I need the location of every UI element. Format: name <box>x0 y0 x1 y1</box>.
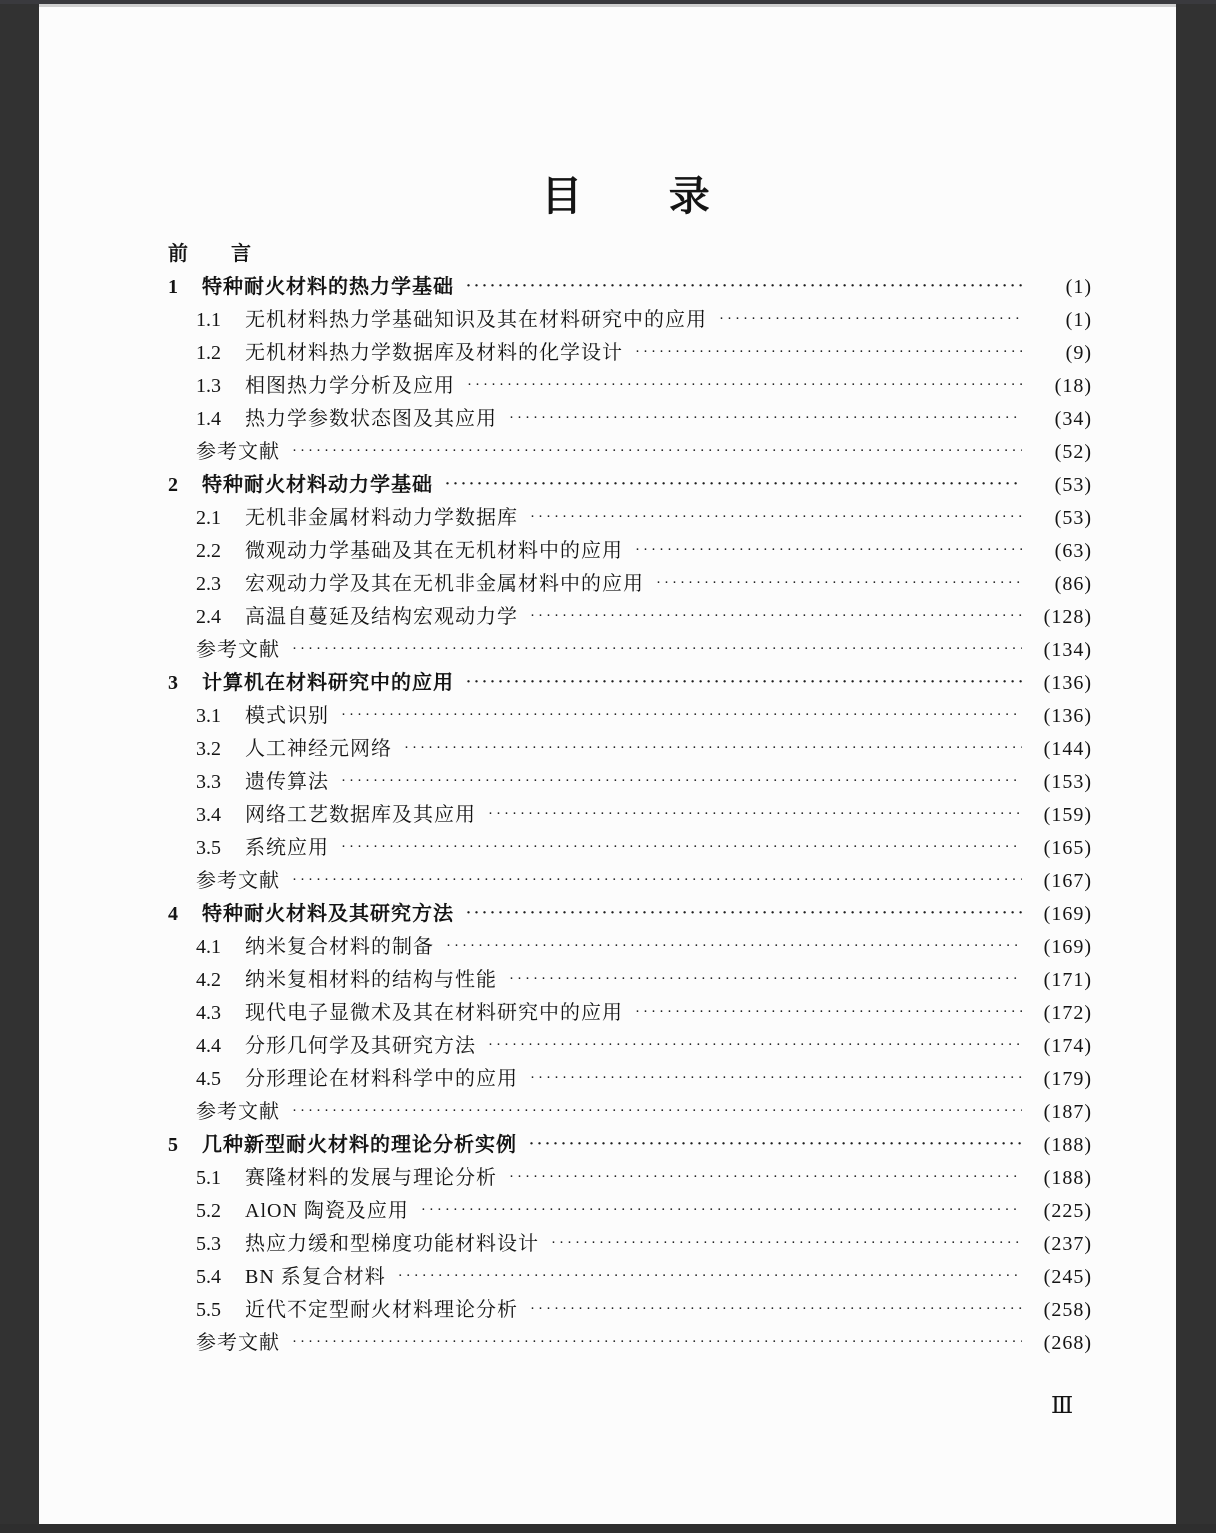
toc-leader-dots <box>509 964 1022 997</box>
toc-entry-page: (169) <box>1043 903 1092 925</box>
toc-leader-dots <box>341 766 1022 799</box>
toc-leader-dots <box>341 832 1022 865</box>
toc-entry-number: 4.4 <box>196 1035 221 1057</box>
toc-entry <box>39 403 1176 436</box>
toc-leader-dots <box>509 1162 1022 1195</box>
toc-entry-number: 2.4 <box>196 606 221 628</box>
toc-leader-dots <box>292 865 1022 898</box>
toc-entry <box>39 733 1176 766</box>
toc-entry-title: 纳米复相材料的结构与性能 <box>245 969 497 991</box>
toc-entry-title: 热力学参数状态图及其应用 <box>245 408 497 430</box>
toc-entry-number: 1.1 <box>196 309 221 331</box>
toc-entry-title: 无机材料热力学基础知识及其在材料研究中的应用 <box>245 309 707 331</box>
toc-entry-number: 5.5 <box>196 1299 221 1321</box>
toc-leader-dots <box>421 1195 1022 1228</box>
toc-entry-number: 3.2 <box>196 738 221 760</box>
toc-entry-title: 无机非金属材料动力学数据库 <box>245 507 518 529</box>
toc-entry-number: 3.1 <box>196 705 221 727</box>
toc-entry-page: (136) <box>1043 705 1092 727</box>
toc-entry-title: BN 系复合材料 <box>245 1266 386 1288</box>
toc-entry <box>39 1162 1176 1195</box>
toc-entry-number: 3 <box>168 672 178 694</box>
toc-entry <box>39 535 1176 568</box>
toc-entry <box>39 766 1176 799</box>
toc-leader-dots <box>530 1294 1022 1327</box>
toc-entry-page: (159) <box>1043 804 1092 826</box>
toc-entry-page: (174) <box>1043 1035 1092 1057</box>
toc-entry-title: 参考文献 <box>196 1101 280 1123</box>
toc-entry <box>39 304 1176 337</box>
toc-entry-title: 分形理论在材料科学中的应用 <box>245 1068 518 1090</box>
toc-entry-title: 特种耐火材料动力学基础 <box>202 474 433 496</box>
toc-entry-page: (268) <box>1043 1332 1092 1354</box>
toc-entry-number: 1 <box>168 276 178 298</box>
toc-entry-title: 相图热力学分析及应用 <box>245 375 455 397</box>
toc-entry <box>39 865 1176 898</box>
toc-leader-dots <box>467 370 1022 403</box>
toc-leader-dots <box>292 634 1022 667</box>
toc-entry-number: 5 <box>168 1134 178 1156</box>
toc-entry-title: 高温自蔓延及结构宏观动力学 <box>245 606 518 628</box>
toc-entry <box>39 1096 1176 1129</box>
toc-entry-title: 几种新型耐火材料的理论分析实例 <box>202 1134 517 1156</box>
toc-entry-number: 2.3 <box>196 573 221 595</box>
toc-entry-page: (187) <box>1043 1101 1092 1123</box>
toc-entry-page: (225) <box>1043 1200 1092 1222</box>
toc-entry-title: 现代电子显微术及其在材料研究中的应用 <box>245 1002 623 1024</box>
toc-entry-page: (53) <box>1054 474 1092 496</box>
toc-entry-page: (134) <box>1043 639 1092 661</box>
toc-entry-page: (188) <box>1043 1167 1092 1189</box>
toc-entry-page: (63) <box>1054 540 1092 562</box>
preface-heading: 前 言 <box>168 243 252 265</box>
toc-entry <box>39 997 1176 1030</box>
toc-entry-number: 4 <box>168 903 178 925</box>
toc-entry <box>39 1063 1176 1096</box>
toc-entry-number: 3.3 <box>196 771 221 793</box>
toc-entry-page: (179) <box>1043 1068 1092 1090</box>
toc-entry-page: (9) <box>1065 342 1092 364</box>
page-number: Ⅲ <box>1051 1393 1075 1418</box>
toc-entry-title: 微观动力学基础及其在无机材料中的应用 <box>245 540 623 562</box>
toc-leader-dots <box>292 436 1022 469</box>
toc-entry-title: 模式识别 <box>245 705 329 727</box>
toc-entry-title: AlON 陶瓷及应用 <box>245 1200 409 1222</box>
toc-leader-dots <box>404 733 1022 766</box>
toc-entry <box>39 568 1176 601</box>
toc-entry-title: 宏观动力学及其在无机非金属材料中的应用 <box>245 573 644 595</box>
toc-entry-title: 参考文献 <box>196 1332 280 1354</box>
toc-leader-dots <box>719 304 1022 337</box>
toc-entry-title: 近代不定型耐火材料理论分析 <box>245 1299 518 1321</box>
toc-list <box>39 238 1176 1360</box>
toc-entry-title: 网络工艺数据库及其应用 <box>245 804 476 826</box>
toc-entry <box>39 1228 1176 1261</box>
toc-entry-page: (171) <box>1043 969 1092 991</box>
toc-entry-page: (18) <box>1054 375 1092 397</box>
toc-entry <box>39 469 1176 502</box>
toc-leader-dots <box>488 799 1022 832</box>
toc-entry <box>39 898 1176 931</box>
toc-leader-dots <box>635 997 1022 1030</box>
toc-entry-page: (1) <box>1065 309 1092 331</box>
toc-leader-dots <box>530 502 1022 535</box>
toc-entry <box>39 271 1176 304</box>
toc-entry-title: 计算机在材料研究中的应用 <box>202 672 454 694</box>
toc-entry-number: 1.2 <box>196 342 221 364</box>
scan-border-right <box>1176 0 1216 1533</box>
toc-entry-page: (245) <box>1043 1266 1092 1288</box>
toc-entry <box>39 799 1176 832</box>
toc-entry-title: 遗传算法 <box>245 771 329 793</box>
toc-entry <box>39 502 1176 535</box>
toc-entry <box>39 1327 1176 1360</box>
toc-entry-number: 3.5 <box>196 837 221 859</box>
toc-entry <box>39 1261 1176 1294</box>
toc-entry-page: (144) <box>1043 738 1092 760</box>
page-title: 目 录 <box>541 173 712 219</box>
toc-leader-dots <box>656 568 1022 601</box>
toc-entry <box>39 337 1176 370</box>
toc-entry <box>39 931 1176 964</box>
toc-entry <box>39 700 1176 733</box>
toc-entry-title: 特种耐火材料的热力学基础 <box>202 276 454 298</box>
toc-entry-page: (172) <box>1043 1002 1092 1024</box>
toc-entry-number: 5.1 <box>196 1167 221 1189</box>
toc-entry-page: (86) <box>1054 573 1092 595</box>
toc-entry-title: 分形几何学及其研究方法 <box>245 1035 476 1057</box>
toc-entry-page: (52) <box>1054 441 1092 463</box>
toc-leader-dots <box>488 1030 1022 1063</box>
toc-entry <box>39 1294 1176 1327</box>
scan-border-left <box>0 0 39 1533</box>
toc-leader-dots <box>466 271 1022 304</box>
toc-leader-dots <box>635 535 1022 568</box>
toc-leader-dots <box>466 898 1022 931</box>
toc-entry-number: 1.4 <box>196 408 221 430</box>
toc-entry-number: 5.3 <box>196 1233 221 1255</box>
toc-entry <box>39 601 1176 634</box>
toc-entry-title: 参考文献 <box>196 870 280 892</box>
toc-entry-page: (165) <box>1043 837 1092 859</box>
toc-entry-page: (128) <box>1043 606 1092 628</box>
toc-leader-dots <box>292 1096 1022 1129</box>
toc-entry-page: (153) <box>1043 771 1092 793</box>
toc-entry-page: (167) <box>1043 870 1092 892</box>
toc-entry-number: 5.4 <box>196 1266 221 1288</box>
toc-entry-page: (1) <box>1065 276 1092 298</box>
toc-entry-page: (237) <box>1043 1233 1092 1255</box>
toc-entry <box>39 1030 1176 1063</box>
toc-entry-title: 特种耐火材料及其研究方法 <box>202 903 454 925</box>
toc-entry-number: 5.2 <box>196 1200 221 1222</box>
toc-entry-page: (34) <box>1054 408 1092 430</box>
toc-entry-title: 无机材料热力学数据库及材料的化学设计 <box>245 342 623 364</box>
toc-leader-dots <box>341 700 1022 733</box>
toc-entry-number: 3.4 <box>196 804 221 826</box>
toc-leader-dots <box>530 601 1022 634</box>
toc-entry-title: 纳米复合材料的制备 <box>245 936 434 958</box>
toc-entry <box>39 1195 1176 1228</box>
toc-leader-dots <box>529 1129 1022 1162</box>
toc-entry <box>39 667 1176 700</box>
toc-entry-number: 2.1 <box>196 507 221 529</box>
toc-entry <box>39 370 1176 403</box>
toc-entry-page: (136) <box>1043 672 1092 694</box>
toc-entry-number: 4.5 <box>196 1068 221 1090</box>
toc-leader-dots <box>530 1063 1022 1096</box>
toc-entry-number: 4.2 <box>196 969 221 991</box>
toc-entry-number: 2.2 <box>196 540 221 562</box>
toc-entry-page: (258) <box>1043 1299 1092 1321</box>
toc-leader-dots <box>635 337 1022 370</box>
toc-leader-dots <box>292 1327 1022 1360</box>
toc-entry-number: 2 <box>168 474 178 496</box>
toc-leader-dots <box>446 931 1022 964</box>
toc-entry <box>39 964 1176 997</box>
toc-entry <box>39 634 1176 667</box>
toc-entry-number: 4.1 <box>196 936 221 958</box>
toc-entry-page: (188) <box>1043 1134 1092 1156</box>
toc-leader-dots <box>509 403 1022 436</box>
toc-entry <box>39 832 1176 865</box>
toc-entry-title: 参考文献 <box>196 639 280 661</box>
toc-entry <box>39 1129 1176 1162</box>
toc-entry-number: 1.3 <box>196 375 221 397</box>
toc-entry <box>39 436 1176 469</box>
toc-entry-title: 系统应用 <box>245 837 329 859</box>
toc-leader-dots <box>398 1261 1022 1294</box>
toc-entry-title: 赛隆材料的发展与理论分析 <box>245 1167 497 1189</box>
toc-leader-dots <box>466 667 1022 700</box>
toc-entry-page: (53) <box>1054 507 1092 529</box>
page <box>39 7 1176 1524</box>
toc-leader-dots <box>445 469 1022 502</box>
toc-entry-title: 人工神经元网络 <box>245 738 392 760</box>
toc-leader-dots <box>551 1228 1022 1261</box>
toc-entry-title: 参考文献 <box>196 441 280 463</box>
scan-border-bottom <box>0 1524 1216 1533</box>
toc-entry-title: 热应力缓和型梯度功能材料设计 <box>245 1233 539 1255</box>
toc-entry-number: 4.3 <box>196 1002 221 1024</box>
toc-entry-page: (169) <box>1043 936 1092 958</box>
